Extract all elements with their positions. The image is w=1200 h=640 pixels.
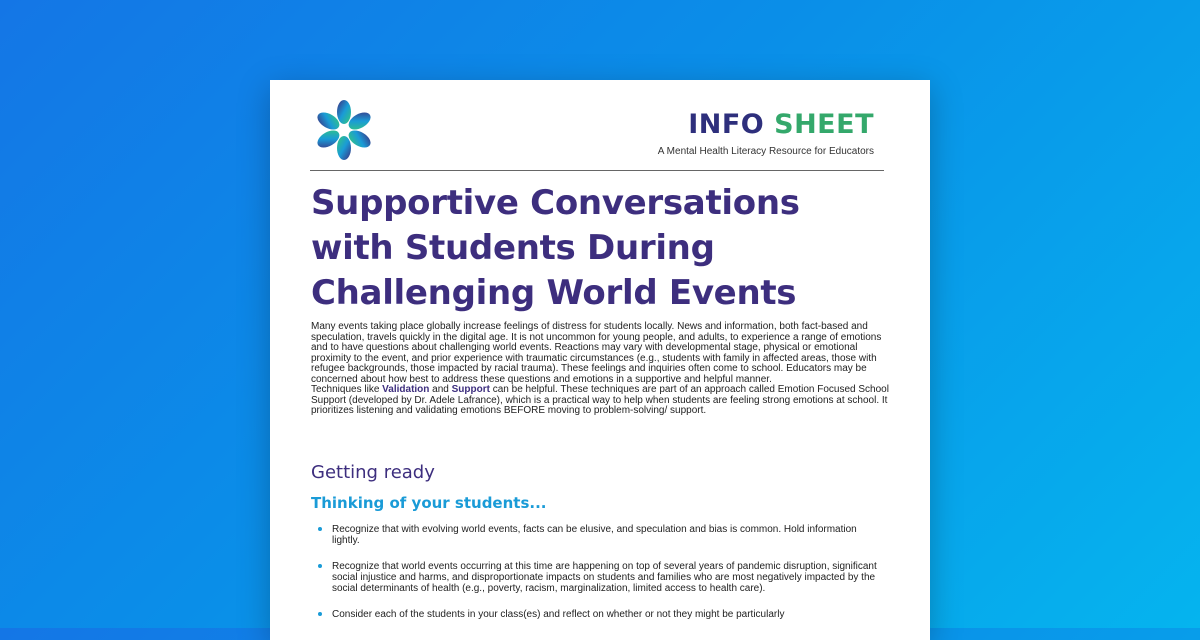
intro-paragraph-1: Many events taking place globally increase feelings of distress for students locally. News and information, both fact-based and speculation, travels quickly in the digital age. It is not uncommon for young people, and adults, to experience a range of emotions and to have questions about challenging world events. Reactions may vary with developmental stage, physical or emotional proximity to the event, and prior experience with traumatic circumstances (e.g., students with family in affected areas, those with refugee backgrounds, those impacted by racial trauma). These feelings and inquiries often come to school. Educators may be concerned about how best to address these questions and emotions in a supportive and helpful manner. xyxy=(311,321,882,385)
info-sheet-document xyxy=(270,80,930,640)
brand-title-word-2: SHEET xyxy=(774,109,874,140)
subsection-heading: Thinking of your students... xyxy=(311,494,547,512)
bullet-list xyxy=(318,524,878,635)
document-title: Supportive Conversations with Students During Challenging World Events xyxy=(311,183,800,313)
validation-term: Validation xyxy=(382,384,430,395)
flower-petals-logo-icon xyxy=(310,96,378,164)
header-divider xyxy=(310,170,884,171)
intro-p2-start: Techniques like xyxy=(311,384,383,395)
brand-subtitle: A Mental Health Literacy Resource for Educators xyxy=(657,146,874,157)
info-sheet-header xyxy=(658,110,874,157)
brand-title-word-1: INFO xyxy=(688,109,765,140)
intro-text xyxy=(311,322,891,417)
list-item: Recognize that world events occurring at this time are happening on top of several years of pandemic disruption, significant social injustice and harms, and disproportionate impacts on students and families who are most negatively impacted by the social determinants of health (e.g., poverty, racism, marginalization, limited access to health care). xyxy=(318,561,878,594)
list-item: Consider each of the students in your class(es) and reflect on whether or not they might be particularly xyxy=(318,609,878,620)
intro-paragraph-2 xyxy=(311,385,891,417)
info-sheet-label xyxy=(658,110,874,140)
support-term: Support xyxy=(451,384,490,395)
list-item: Recognize that with evolving world events, facts can be elusive, and speculation and bias is common. Hold information lightly. xyxy=(318,524,878,546)
section-heading: Getting ready xyxy=(311,462,435,483)
intro-p2-and: and xyxy=(429,384,452,395)
intro-p2-rest: can be helpful. These techniques are part of an approach called Emotion Focused School Support (developed by Dr. Adele Lafrance), which is a practical way to help when students are feeling strong emotions at school. It prioritizes listening and validating emotions BEFORE moving to problem-solving/ support. xyxy=(311,384,889,416)
